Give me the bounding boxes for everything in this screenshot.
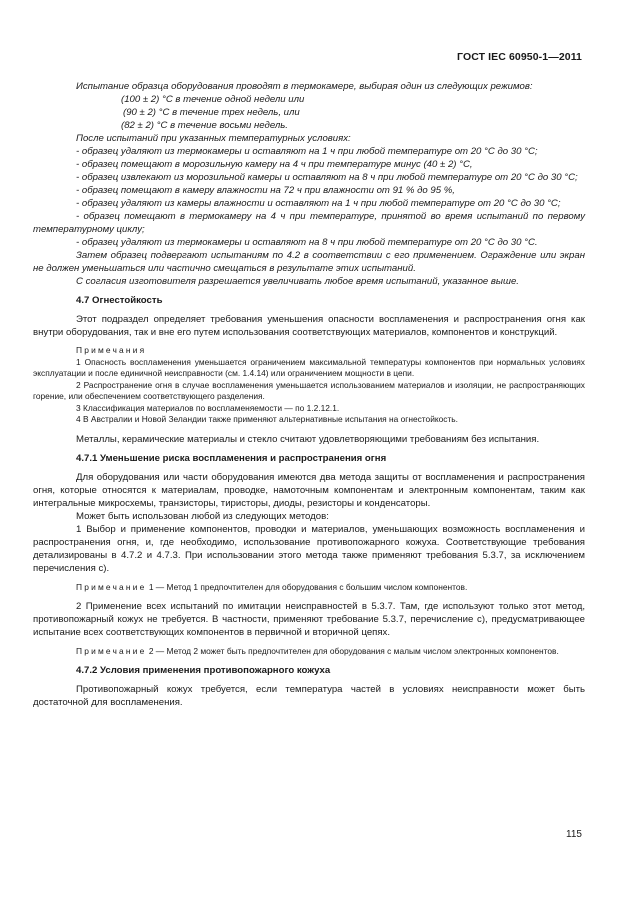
notes-heading: Примечания bbox=[76, 345, 147, 355]
note-item: 2 Распространение огня в случае воспламенения уменьшается использованием материалов и изоляции, не распространяющих горение, или обеспечением соответствующего разделения. bbox=[33, 379, 585, 401]
manufacturer-paragraph: С согласия изготовителя разрешается увеличивать любое время испытаний, указанное выше. bbox=[76, 276, 519, 287]
note-line bbox=[33, 646, 585, 658]
condition-item: - образец удаляют из камеры влажности и оставляют на 1 ч при любой температуре от 20 °C до 30 °C; bbox=[76, 198, 561, 209]
intro-paragraph: Испытание образца оборудования проводят в термокамере, выбирая один из следующих режимов: bbox=[76, 81, 533, 92]
section-4-7-2-paragraph: Противопожарный кожух требуется, если температура частей в условиях неисправности может быть достаточной для воспламенения. bbox=[33, 683, 585, 708]
section-4-7-closing: Металлы, керамические материалы и стекло считают удовлетворяющими требованиям без испытания. bbox=[76, 433, 540, 445]
mode-item: (100 ± 2) °C в течение одной недели или bbox=[121, 94, 305, 105]
section-4-7-1-paragraph: Для оборудования или части оборудования имеются два метода защиты от воспламенения и распространения огня, которые относятся к материалам, проводке, намоточным компонентам и электронным компонентам, таким как интегральные микросхемы, транзисторы, тиристоры, диоды, резисторы и конденсаторы. bbox=[33, 471, 585, 509]
condition-item: - образец помещают в термокамеру на 4 ч при температуре, принятой во время испытаний по первому температурному циклу; bbox=[33, 211, 585, 235]
page-number: 115 bbox=[566, 829, 582, 840]
section-4-7-1-paragraph: 1 Выбор и применение компонентов, проводки и материалов, уменьшающих возможность воспламенения и распространения огня, и, где необходимо, использование противопожарного кожуха. Соответствующие требования детализированы в 4.7.2 и 4.7.3. При использовании этого метода также применяют требования 5.3.7, за исключением перечисления с). bbox=[33, 523, 585, 574]
condition-item: - образец помещают в камеру влажности на 72 ч при влажности от 91 % до 95 %, bbox=[76, 185, 455, 196]
document-header: ГОСТ IEC 60950-1—2011 bbox=[457, 51, 582, 63]
note-line bbox=[33, 582, 585, 594]
note-item: 3 Классификация материалов по воспламеняемости — по 1.2.12.1. bbox=[76, 402, 340, 413]
condition-item: - образец удаляют из термокамеры и оставляют на 1 ч при любой температуре от 20 °C до 30 °C; bbox=[76, 146, 538, 157]
note-item: 1 Опасность воспламенения уменьшается ограничением максимальной температуры компонентов при нормальных условиях эксплуатации и после единичной неисправности (см. 1.4.14) или ограничением мощности в цепи. bbox=[33, 356, 585, 378]
mode-item: (90 ± 2) °C в течение трех недель, или bbox=[123, 107, 300, 118]
note-label: Примечание bbox=[76, 646, 147, 656]
after-tests-paragraph: После испытаний при указанных температурных условиях: bbox=[76, 133, 351, 144]
condition-item: - образец извлекают из морозильной камеры и оставляют на 8 ч при любой температуре от 20 °C до 30 °C; bbox=[76, 172, 578, 183]
then-paragraph: Затем образец подвергают испытаниям по 4.2 в соответствии с его применением. Ограждение или экран не должен уменьшаться или частично смещаться в результате этих испытаний. bbox=[33, 250, 585, 274]
section-4-7-1-paragraph: Может быть использован любой из следующих методов: bbox=[76, 510, 329, 522]
note-text: 1 — Метод 1 предпочтителен для оборудования с большим числом компонентов. bbox=[148, 581, 468, 592]
condition-item: - образец помещают в морозильную камеру на 4 ч при температуре минус (40 ± 2) °C, bbox=[76, 159, 473, 170]
note-text: 2 — Метод 2 может быть предпочтителен для оборудования с малым числом электронных компонентов. bbox=[148, 646, 559, 656]
section-4-7-title: 4.7 Огнестойкость bbox=[76, 295, 163, 306]
section-4-7-paragraph: Этот подраздел определяет требования уменьшения опасности воспламенения и распространения огня как внутри оборудования, так и вне его путем использования соответствующих материалов, компонентов и конструкций. bbox=[33, 314, 585, 338]
document-body bbox=[33, 80, 585, 709]
mode-item: (82 ± 2) °C в течение восьми недель. bbox=[121, 120, 288, 131]
condition-item: - образец удаляют из термокамеры и оставляют на 8 ч при любой температуре от 20 °C до 30 °C. bbox=[76, 237, 538, 248]
note-label: Примечание bbox=[76, 581, 147, 592]
section-4-7-1-title: 4.7.1 Уменьшение риска воспламенения и распространения огня bbox=[76, 452, 387, 464]
section-4-7-2-title: 4.7.2 Условия применения противопожарного кожуха bbox=[76, 664, 331, 676]
note-item: 4 В Австралии и Новой Зеландии также применяют альтернативные испытания на огнестойкость. bbox=[76, 414, 458, 424]
section-4-7-1-paragraph: 2 Применение всех испытаний по имитации неисправностей в 5.3.7. Там, где используют только этот метод, противопожарный кожух не требуется. В частности, применяют требование 5.3.7, перечисление с), предусматривающее испытание всех соответствующих компонентов в первичной и вторичной цепях. bbox=[33, 601, 585, 638]
